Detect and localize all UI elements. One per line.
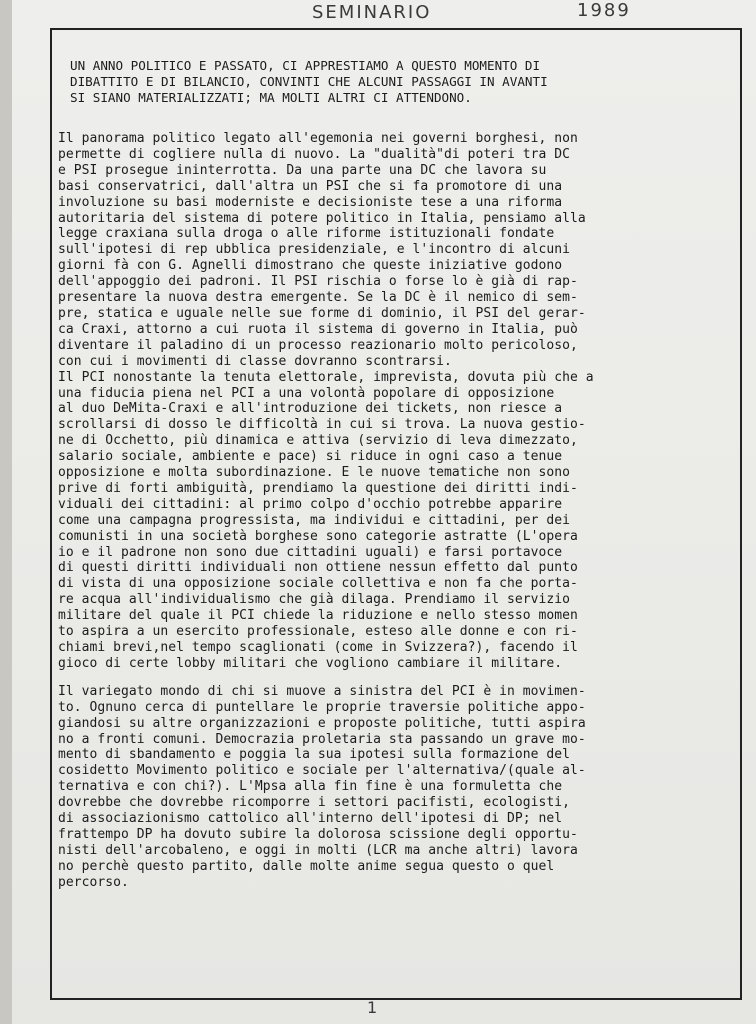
typed-text-body [58, 58, 718, 891]
page-number: 1 [367, 998, 380, 1017]
handwritten-title: SEMINARIO [312, 2, 432, 23]
paragraph-left: Il variegato mondo di chi si muove a sinistra del PCI è in movimen- to. Ognuno cerca di puntellare le proprie traversie politiche appo- giandosi su altre organizzazioni e proposte politiche, tutti aspira no a fronti comuni. Democrazia proletaria sta passando un grave mo- mento di sbandamento e poggia la sua ipotesi sulla formazione del cosidetto Movimento politico e sociale per l'alternativa/(quale al- ternativa e con chi?). L'Mpsa alla fin fine è una formuletta che dovrebbe che dovrebbe ricomporre i settori pacifisti, ecologisti, di associazionismo cattolico all'interno dell'ipotesi di DP; nel frattempo DP ha dovuto subire la dolorosa scissione degli opportu- nisti dell'arcobaleno, e oggi in molti (LCR ma anche altri) lavora no perchè questo partito, dalle molte anime segua questo o quel percorso. [58, 683, 586, 890]
handwritten-year: 1989 [577, 0, 631, 21]
intro-heading: UN ANNO POLITICO E PASSATO, CI APPRESTIAMO A QUESTO MOMENTO DI DIBATTITO E DI BILANCIO, CONVINTI CHE ALCUNI PASSAGGI IN AVANTI SI SIANO MATERIALIZZATI; MA MOLTI ALTRI CI ATTENDONO. [70, 58, 548, 105]
paragraph-psi-dc: Il panorama politico legato all'egemonia nei governi borghesi, non permette di cogliere nulla di nuovo. La "dualità"di poteri tra DC e PSI prosegue ininterrotta. Da una parte una DC che lavora su basi conservatrici, dall'altra un PSI che si fa promotore di una involuzione su basi moderniste e decisioniste tese a una riforma autoritaria del sistema di potere politico in Italia, pensiamo alla legge craxiana sulla droga o alle riforme istituzionali fondate sull'ipotesi di rep ubblica presidenziale, e l'incontro di alcuni giorni fà con G. Agnelli dimostrano che queste iniziative godono dell'appoggio dei padroni. Il PSI rischia o forse lo è già di rap- presentare la nuova destra emergente. Se la DC è il nemico di sem- pre, statica e uguale nelle sue forme di dominio, il PSI del gerar- ca Craxi, attorno a cui ruota il sistema di governo in Italia, può diventare il paladino di un processo reazionario molto pericoloso, con cui i movimenti di classe dovranno scontrarsi. [58, 131, 586, 369]
paragraph-pci: Il PCI nonostante la tenuta elettorale, imprevista, dovuta più che a una fiducia piena nel PCI a una volontà popolare di opposizione al duo DeMita-Craxi e all'introduzione dei tickets, non riesce a scrollarsi di dosso le difficoltà in cui si trova. La nuova gestio- ne di Occhetto, più dinamica e attiva (servizio di leva dimezzato, salario sociale, ambiente e pace) si riduce in ogni caso a tenue opposizione e molta subordinazione. E le nuove tematiche non sono prive di forti ambiguità, prendiamo la questione dei diritti indi- viduali dei cittadini: al primo colpo d'occhio potrebbe apparire come una campagna progressista, ma individui e cittadini, per dei comunisti in una società borghese sono categorie astratte (L'opera io e il padrone non sono due cittadini uguali) e farsi portavoce di questi diritti individuali non ottiene nessun effetto dal punto di vista di una opposizione sociale collettiva e non fa che porta- re acqua all'individualismo che già dilaga. Prendiamo il servizio militare del quale il PCI chiede la riduzione e nello stesso momen to aspira a un esercito professionale, esteso alle donne e con ri- chiami brevi,nel tempo scaglionati (come in Svizzera?), facendo il gioco di certe lobby militari che vogliono cambiare il militare. [58, 369, 594, 671]
